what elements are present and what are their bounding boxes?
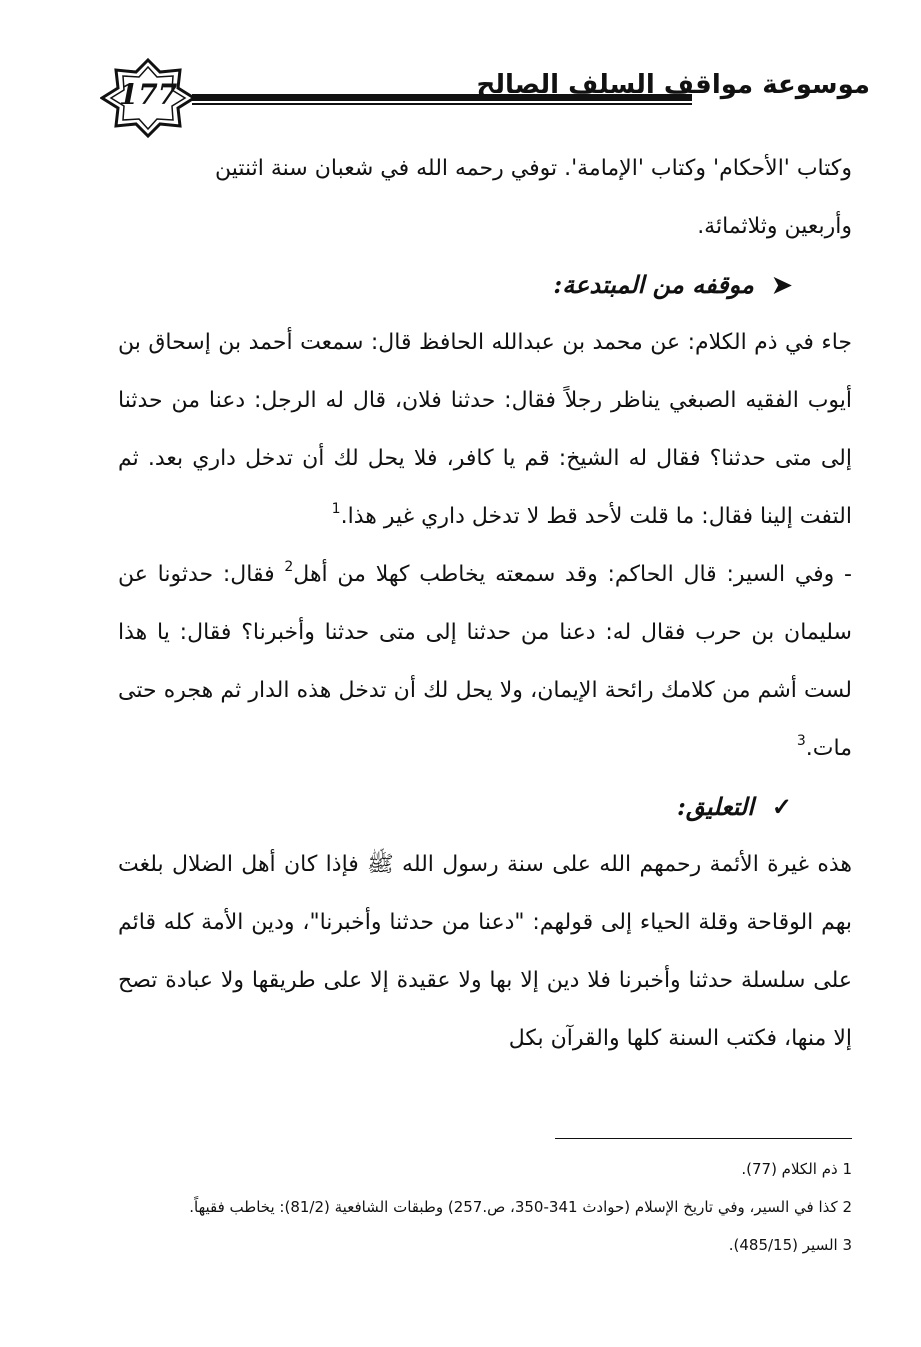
paragraph-commentary: هذه غيرة الأئمة رحمهم الله على سنة رسول الله ﷺ فإذا كان أهل الضلال بلغت بهم الوقاحة وقلة الحياء إلى قولهم: "دعنا من حدثنا وأخبرنا"، ودين الأمة كله قائم على سلسلة حدثنا وأخبرنا فلا دين إلا بها ولا عقيدة إلا على طريقها ولا عبادة تصح إلا منها، فكتب السنة كلها والقرآن بكل <box>118 852 852 1051</box>
paragraph-siyar: - وفي السير: قال الحاكم: وقد سمعته يخاطب كهلا من أهل$^2$ فقال: حدثونا عن سليمان بن حرب فقال له: دعنا من حدثنا إلى متى حدثنا وأخبرنا؟ فقال: يا هذا لست أشم من كلامك رائحة الإيمان، ولا يحل لك أن تدخل هذه الدار ثم هجره حتى مات.$^3$ <box>118 559 852 761</box>
arrow-icon: ➤ <box>771 270 792 299</box>
section-heading-commentary <box>118 778 852 836</box>
footnotes <box>118 1150 852 1264</box>
paragraph-dhamm-al-kalam: جاء في ذم الكلام: عن محمد بن عبدالله الحافظ قال: سمعت أحمد بن إسحاق بن أيوب الفقيه الصبغي يناظر رجلاً فقال: حدثنا فلان، قال له الرجل: دعنا من حدثنا إلى متى حدثنا؟ فقال له الشيخ: قم يا كافر، فلا يحل لك أن تدخل داري بعد. ثم التفت إلينا فقال: ما قلت لأحد قط لا تدخل داري غير هذا.$^1$ <box>118 330 852 529</box>
check-icon: ✓ <box>771 792 792 821</box>
series-title: موسوعة مواقف السلف الصالح <box>476 70 870 100</box>
body-text <box>118 140 852 1068</box>
page-number-badge <box>100 58 196 138</box>
heading-text: التعليق: <box>677 792 754 821</box>
footnote-separator <box>555 1138 852 1139</box>
paragraph-line: وأربعين وثلاثمائة. <box>697 214 852 239</box>
footnote-ref: 3 <box>796 733 806 749</box>
heading-text: موقفه من المبتدعة: <box>553 270 754 299</box>
footnote-ref: 1 <box>331 501 341 517</box>
page-number: 177 <box>118 78 178 111</box>
footnote: 3 السير (485/15). <box>728 1236 852 1254</box>
footnote-ref: 2 <box>284 559 294 575</box>
paragraph-line: وكتاب 'الأحكام' وكتاب 'الإمامة'. توفي رحمه الله في شعبان سنة اثنتين <box>214 156 852 181</box>
section-heading-innovators <box>118 256 852 314</box>
footnote: 1 ذم الكلام (77). <box>741 1160 852 1178</box>
page-header <box>100 58 870 138</box>
footnote: 2 كذا في السير، وفي تاريخ الإسلام (حوادث 341-350، ص.257) وطبقات الشافعية (81/2): يخاطب فقيهاً. <box>189 1198 852 1216</box>
